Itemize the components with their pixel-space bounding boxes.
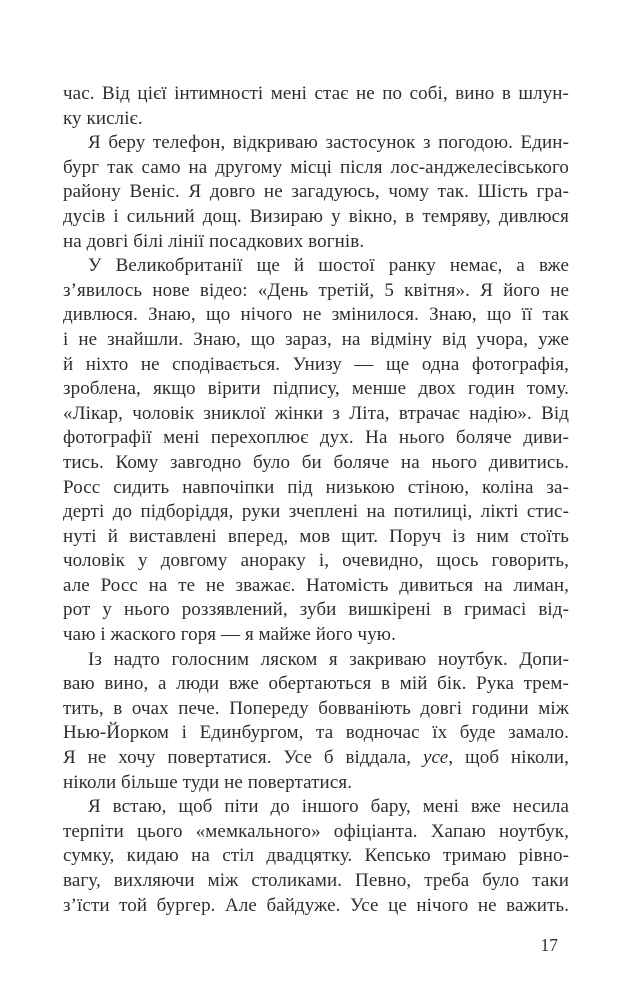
text-line — [63, 500, 569, 525]
text-line — [63, 598, 569, 623]
text-segment: Я встаю, щоб піти до іншого бару, мені вже несила — [88, 796, 569, 818]
text-line — [63, 107, 569, 132]
text-line — [63, 574, 569, 599]
text-segment: дерті до підборіддя, руки зчеплені на потилиці, лікті стис- — [63, 501, 569, 523]
text-line — [63, 353, 569, 378]
text-segment: але Росс на те не зважає. Натомість дивиться на лиман, — [63, 574, 569, 596]
text-line — [63, 180, 569, 205]
text-segment: час. Від цієї інтимності мені стає не по собі, вино в шлун- — [63, 83, 569, 104]
text-segment: дивлюся. Знаю, що нічого не змінилося. Знаю, що її так — [63, 304, 569, 326]
text-segment: ваю вино, а люди вже обертаються в мій бік. Рука трем- — [63, 673, 569, 695]
text-segment: , щоб ніколи, — [448, 747, 569, 769]
text-segment: ніколи більше туди не повертатися. — [63, 771, 353, 793]
text-segment: з’їсти той бургер. Але байдуже. Усе це нічого не важить. — [63, 894, 569, 916]
text-line — [63, 795, 569, 820]
text-line — [63, 746, 569, 771]
text-line — [63, 254, 569, 279]
page-number: 17 — [540, 935, 558, 955]
text-segment: тить, в очах пече. Попереду бовваніють довгі години між — [63, 697, 569, 719]
text-segment: Росс сидить навпочіпки під низькою стіною, коліна за- — [63, 476, 569, 498]
text-line — [63, 869, 569, 894]
text-line — [63, 156, 569, 181]
text-line — [63, 303, 569, 328]
text-line — [63, 476, 569, 501]
text-segment: з’явилось нове відео: «День третій, 5 квітня». Я його не — [63, 279, 569, 301]
paragraph — [63, 254, 569, 648]
text-line — [63, 426, 569, 451]
text-line — [63, 82, 569, 107]
text-line — [63, 820, 569, 845]
text-segment: сумку, кидаю на стіл двадцятку. Кепсько тримаю рівно- — [63, 845, 569, 867]
text-segment: ку кисліє. — [63, 107, 143, 129]
text-segment: «Лікар, чоловік зниклої жінки з Літа, втрачає надію». Від — [63, 402, 569, 424]
paragraph — [63, 131, 569, 254]
text-segment: У Великобританії ще й шостої ранку немає, а вже — [88, 255, 569, 277]
text-line — [63, 131, 569, 156]
text-segment: на довгі білі лінії посадкових вогнів. — [63, 230, 365, 252]
text-line — [63, 648, 569, 673]
text-segment: чаю і жаского горя — я майже його чую. — [63, 624, 396, 646]
text-segment: дусів і сильний дощ. Визираю у вікно, в темряву, дивлюся — [63, 205, 569, 227]
text-segment: нуті й виставлені вперед, мов щит. Поруч із ним стоїть — [63, 525, 569, 547]
text-line — [63, 721, 569, 746]
text-segment: фотографії мені перехоплює дух. На нього боляче диви- — [63, 427, 569, 449]
text-segment: зроблена, якщо вірити підпису, менше двох годин тому. — [63, 378, 569, 400]
italic-text: усе — [422, 747, 449, 769]
text-segment: Нью-Йорком і Единбургом, та водночас їх буде замало. — [63, 722, 569, 744]
text-block — [63, 82, 569, 918]
text-segment: терпіти цього «мемкального» офіціанта. Хапаю ноутбук, — [63, 820, 569, 842]
paragraph — [63, 795, 569, 918]
text-line — [63, 549, 569, 574]
text-line — [63, 894, 569, 919]
paragraph — [63, 648, 569, 796]
text-line — [63, 279, 569, 304]
text-segment: рот у нього роззявлений, зуби вишкірені в гримасі від- — [63, 599, 569, 621]
text-line — [63, 697, 569, 722]
text-segment: тись. Кому завгодно було би боляче на нього дивитись. — [63, 451, 569, 473]
text-segment: Я не хочу повертатися. Усе б віддала, — [63, 747, 423, 769]
text-segment: і не знайшли. Знаю, що зараз, на відміну від учора, уже — [63, 328, 569, 350]
text-line — [63, 771, 569, 796]
text-line — [63, 402, 569, 427]
text-line — [63, 844, 569, 869]
text-line — [63, 623, 569, 648]
text-line — [63, 205, 569, 230]
text-segment: Із надто голосним ляском я закриваю ноутбук. Допи- — [88, 648, 569, 670]
paragraph — [63, 82, 569, 131]
text-line — [63, 328, 569, 353]
text-line — [63, 230, 569, 255]
text-segment: чоловік у довгому анораку і, очевидно, щось говорить, — [63, 550, 569, 572]
text-segment: вагу, вихляючи між столиками. Певно, треба було таки — [63, 870, 569, 891]
text-line — [63, 377, 569, 402]
text-segment: бург так само на другому місці після лос-анджелесівського — [63, 156, 569, 178]
text-line — [63, 451, 569, 476]
text-line — [63, 672, 569, 697]
text-segment: Я беру телефон, відкриваю застосунок з погодою. Един- — [88, 132, 569, 154]
text-segment: району Веніс. Я довго не загадуюсь, чому так. Шість гра- — [63, 181, 569, 203]
text-line — [63, 525, 569, 550]
text-segment: й ніхто не сподівається. Унизу — ще одна фотографія, — [63, 353, 569, 375]
